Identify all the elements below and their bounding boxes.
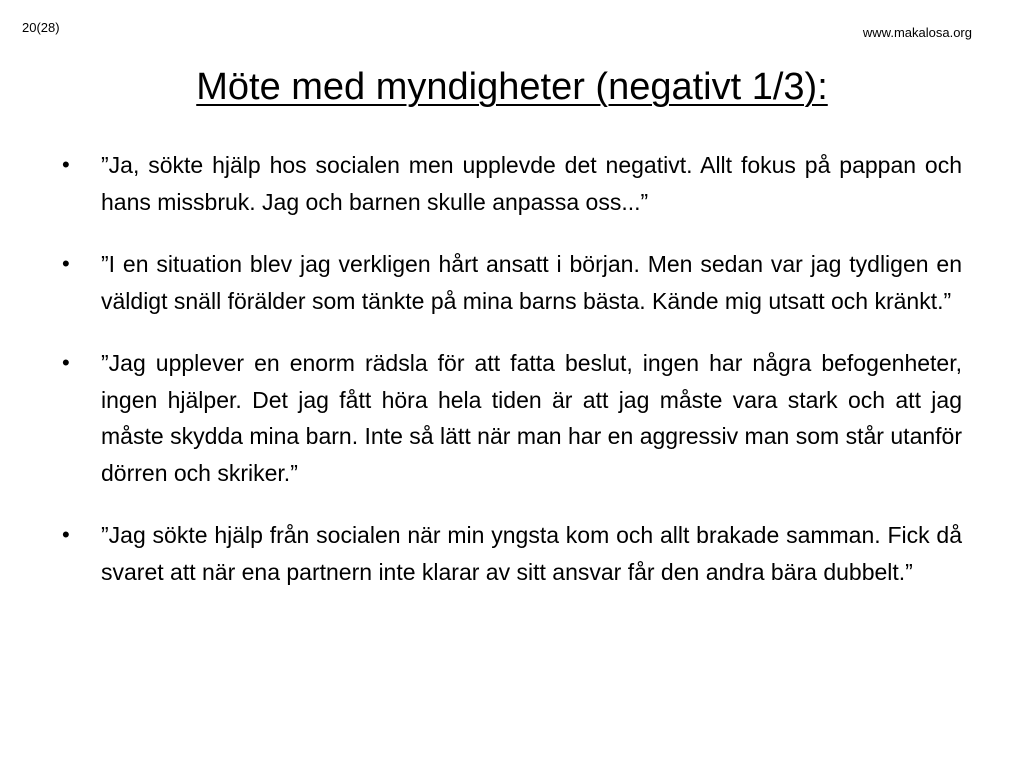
bullet-icon: • bbox=[62, 152, 70, 177]
quote-item bbox=[62, 147, 962, 220]
slide-title-wrapper bbox=[0, 64, 1024, 110]
bullet-icon: • bbox=[62, 350, 70, 375]
page-counter: 20(28) bbox=[22, 20, 60, 35]
quote-text: ”Ja, sökte hjälp hos socialen men upplevde det negativt. Allt fokus på pappan och hans missbruk. Jag och barnen skulle anpassa oss...” bbox=[101, 152, 962, 215]
quote-text: ”I en situation blev jag verkligen hårt ansatt i början. Men sedan var jag tydligen en väldigt snäll förälder som tänkte på mina barns bästa. Kände mig utsatt och kränkt.” bbox=[101, 251, 962, 314]
slide-title: Möte med myndigheter (negativt 1/3): bbox=[196, 66, 828, 108]
quote-item bbox=[62, 345, 962, 491]
quote-text: ”Jag sökte hjälp från socialen när min yngsta kom och allt brakade samman. Fick då svaret att när ena partnern inte klarar av sitt ansvar får den andra bära dubbelt.” bbox=[101, 522, 962, 585]
quote-item bbox=[62, 246, 962, 319]
quote-list bbox=[62, 147, 962, 616]
bullet-icon: • bbox=[62, 251, 70, 276]
quote-text: ”Jag upplever en enorm rädsla för att fatta beslut, ingen har några befogenheter, ingen hjälper. Det jag fått höra hela tiden är att jag måste vara stark och att jag måste skydda mina barn. Inte så lätt när man har en aggressiv man som står utanför dörren och skriker.” bbox=[101, 350, 962, 486]
quote-item bbox=[62, 517, 962, 590]
site-url: www.makalosa.org bbox=[862, 25, 972, 40]
bullet-icon: • bbox=[62, 522, 70, 547]
